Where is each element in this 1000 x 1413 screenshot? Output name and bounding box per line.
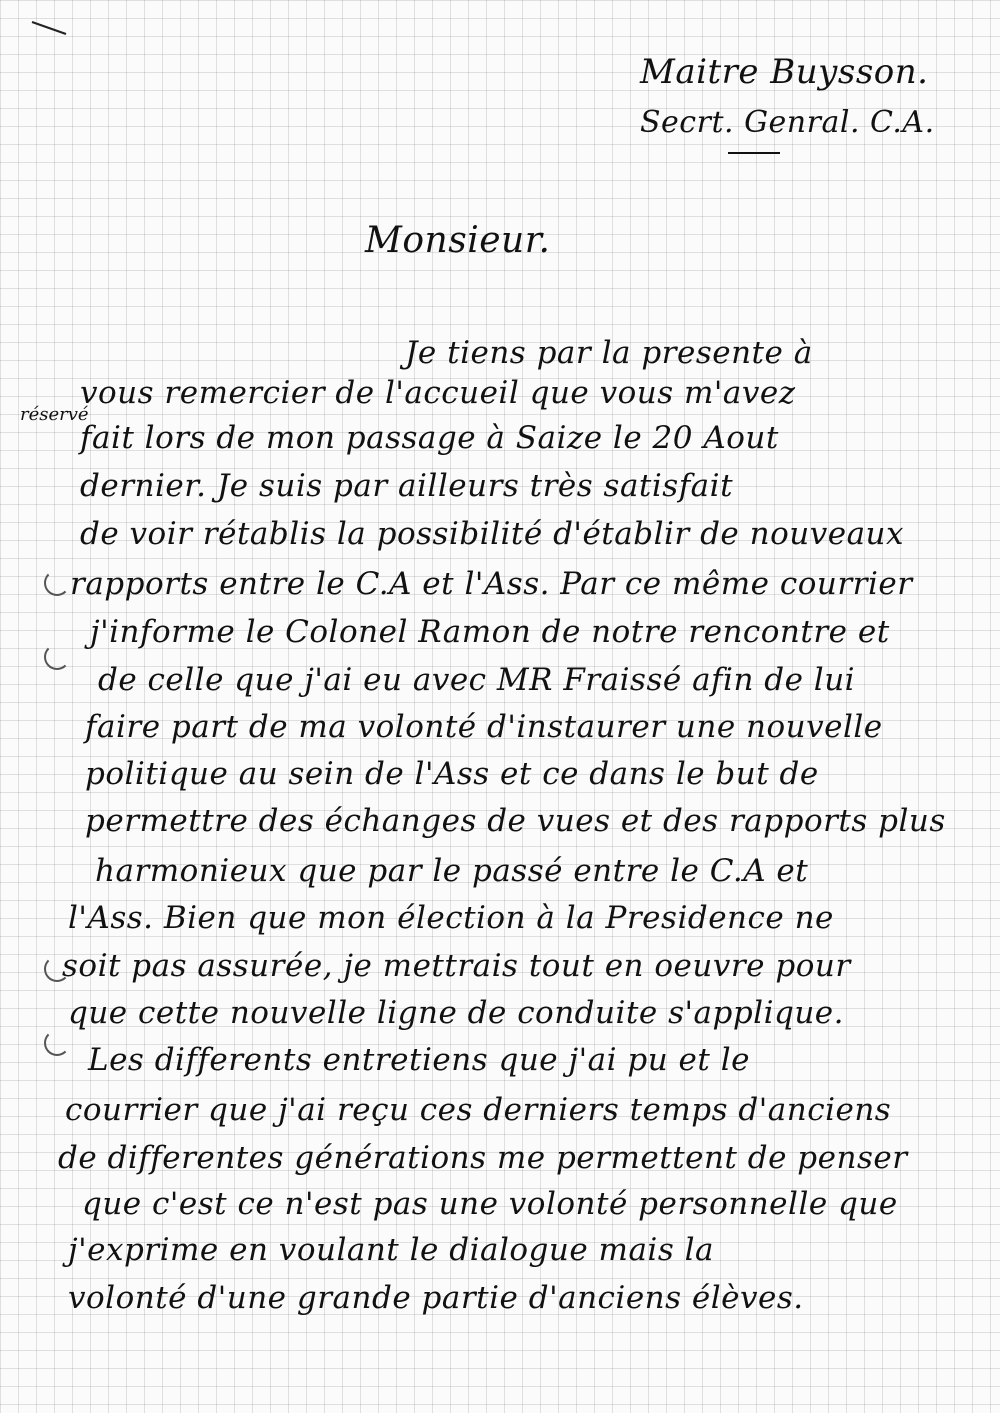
- letter-line-19: que c'est ce n'est pas une volonté personnelle que: [82, 1186, 898, 1222]
- letter-line-12: harmonieux que par le passé entre le C.A et: [95, 853, 809, 889]
- letter-line-10: politique au sein de l'Ass et ce dans le but de: [85, 756, 819, 792]
- addressee-department: Secrt. Genral. C.A.: [640, 105, 935, 140]
- letter-line-21: volonté d'une grande partie d'anciens élèves.: [68, 1280, 804, 1316]
- letter-line-15: que cette nouvelle ligne de conduite s'applique.: [68, 995, 845, 1031]
- letter-line-20: j'exprime en voulant le dialogue mais la: [68, 1232, 715, 1268]
- letter-line-1: Je tiens par la presente à: [405, 335, 813, 371]
- margin-insertion: réservé: [20, 404, 89, 425]
- letter-line-16: Les differents entretiens que j'ai pu et le: [88, 1042, 750, 1078]
- letter-line-9: faire part de ma volonté d'instaurer une nouvelle: [85, 709, 883, 745]
- punch-hole-mark: [44, 956, 70, 982]
- letter-line-7: j'informe le Colonel Ramon de notre rencontre et: [90, 614, 890, 650]
- pen-stroke-mark: [30, 18, 70, 38]
- punch-hole-mark: [44, 644, 70, 670]
- letter-line-18: de differentes générations me permettent de penser: [58, 1140, 908, 1176]
- letter-line-17: courrier que j'ai reçu ces derniers temps d'anciens: [65, 1092, 892, 1128]
- letter-line-3: fait lors de mon passage à Saize le 20 Aout: [80, 420, 779, 456]
- letter-line-8: de celle que j'ai eu avec MR Fraissé afin de lui: [98, 662, 856, 698]
- punch-hole-mark: [44, 570, 70, 596]
- letter-line-6: rapports entre le C.A et l'Ass. Par ce même courrier: [70, 566, 913, 602]
- letter-line-13: l'Ass. Bien que mon élection à la Presidence ne: [68, 900, 834, 936]
- addressee-name: Maitre Buysson.: [640, 52, 929, 92]
- letter-line-2: vous remercier de l'accueil que vous m'avez: [80, 375, 796, 411]
- letter-line-5: de voir rétablis la possibilité d'établir de nouveaux: [80, 516, 905, 552]
- letter-line-14: soit pas assurée, je mettrais tout en oeuvre pour: [62, 948, 851, 984]
- letter-line-11: permettre des échanges de vues et des rapports plus: [85, 803, 946, 839]
- underline-mark: [728, 152, 780, 154]
- punch-hole-mark: [44, 1030, 70, 1056]
- letter-line-4: dernier. Je suis par ailleurs très satisfait: [80, 468, 734, 504]
- salutation: Monsieur.: [365, 220, 551, 261]
